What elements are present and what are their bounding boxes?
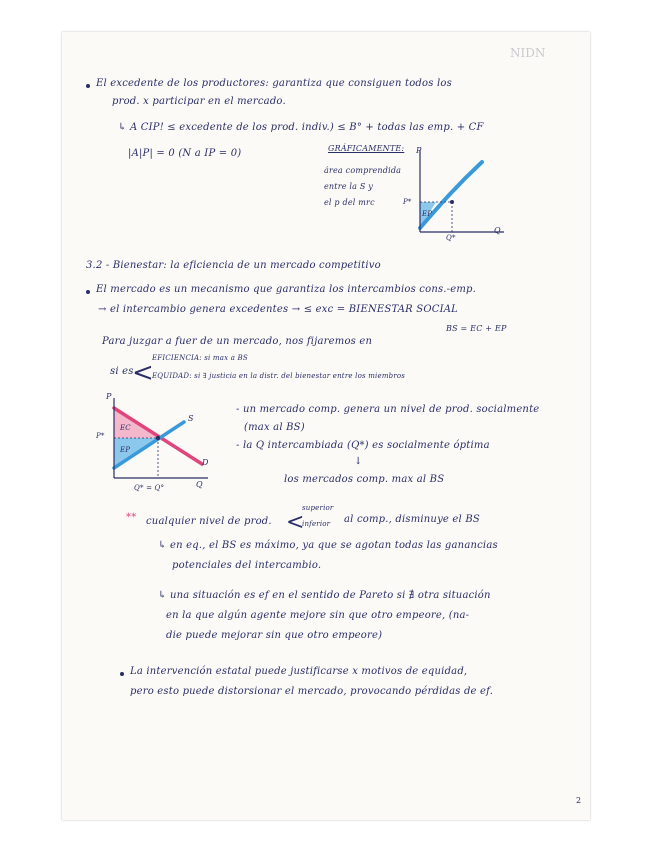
star-mark: **	[126, 512, 137, 523]
note-3c: die puede mejorar sin que otro empeore)	[166, 630, 383, 641]
producer-surplus-graph	[406, 142, 506, 242]
point-1a: - un mercado comp. genera un nivel de prod. socialmente	[236, 404, 540, 415]
sec1-sub2: |A|P| = 0 (N a IP = 0)	[128, 148, 242, 159]
graph1-axis-p: P	[416, 146, 422, 155]
notebook-page	[62, 32, 590, 820]
criteria-equidad: EQUIDAD: si ∃ justicia en la distr. del bienestar entre los miembros	[152, 372, 406, 380]
graph1-desc-2: entre la S y	[324, 182, 374, 191]
note-2b: potenciales del intercambio.	[172, 560, 322, 571]
point-2: - la Q intercambiada (Q*) es socialmente óptima	[236, 440, 490, 451]
last-2: pero esto puede distorsionar el mercado, provocando pérdidas de ef.	[130, 686, 494, 697]
sec1-line2: prod. x participar en el mercado.	[112, 96, 286, 107]
graph1-heading: GRÁFICAMENTE:	[328, 144, 405, 153]
arrow-down-icon: ↓	[354, 456, 363, 467]
sec2-line1: El mercado es un mecanismo que garantiza los intercambios cons.-emp.	[96, 284, 477, 295]
criteria-eficiencia: EFICIENCIA: si max a BS	[152, 354, 248, 362]
supply-curve	[420, 162, 482, 228]
graph2-area-ep: EP	[120, 446, 131, 454]
sec2-line2: → el intercambio genera excedentes → ≤ exc = BIENESTAR SOCIAL	[98, 304, 459, 315]
graph2-axis-q: Q	[196, 480, 203, 489]
note-1b: al comp., disminuye el BS	[344, 514, 480, 525]
graph2-axis-pstar: P*	[96, 432, 105, 440]
graph2-area-ec: EC	[120, 424, 131, 432]
equilibrium-point	[450, 200, 454, 204]
inferior-label: inferior	[302, 520, 331, 528]
bullet	[86, 290, 90, 294]
note-3b: en la que algún agente mejore sin que otro empeore, (na-	[166, 610, 470, 621]
note-3a: ↳ una situación es ef en el sentido de Pareto si ∄ otra situación	[158, 590, 491, 601]
page-number: 2	[576, 796, 582, 805]
brace: <	[286, 510, 305, 535]
note-2a: ↳ en eq., el BS es máximo, ya que se agotan todas las ganancias	[158, 540, 498, 551]
graph1-area-ep: EP	[422, 210, 433, 218]
graph1-desc-1: área comprendida	[324, 166, 402, 175]
bullet	[120, 672, 124, 676]
superior-label: superior	[302, 504, 334, 512]
graph1-axis-qstar: Q*	[446, 234, 456, 242]
graph1-axis-pstar: P*	[403, 198, 412, 206]
sec2-formula: BS = EC + EP	[446, 324, 507, 333]
graph1-axis-q: Q	[494, 226, 501, 235]
graph1-desc-3: el p del mrc	[324, 198, 375, 207]
graph2-axis-qstar: Q* = Q°	[134, 484, 165, 492]
sec2-heading: 3.2 - Bienestar: la eficiencia de un mercado competitivo	[86, 260, 381, 271]
ghost-header: NIDN	[510, 46, 546, 60]
sec1-sub1: ↳ A CIP! ≤ excedente de los prod. indiv.) ≤ B° + todas las emp. + CF	[118, 122, 484, 133]
equilibrium-point	[156, 436, 160, 440]
sec2-line3: Para juzgar a fuer de un mercado, nos fijaremos en	[102, 336, 373, 347]
brace: <	[132, 358, 154, 388]
last-1: La intervención estatal puede justificarse x motivos de equidad,	[130, 666, 468, 677]
sec1-line1: El excedente de los productores: garantiza que consiguen todos los	[96, 78, 452, 89]
point-1b: (max al BS)	[244, 422, 305, 433]
graph2-label-s: S	[188, 414, 194, 423]
graph2-label-d: D	[202, 458, 209, 467]
bullet	[86, 84, 90, 88]
point-3: los mercados comp. max al BS	[284, 474, 445, 485]
si-es: si es	[110, 366, 134, 377]
note-1: cualquier nivel de prod.	[146, 516, 272, 527]
welfare-graph	[98, 394, 218, 494]
graph2-axis-p: P	[106, 392, 112, 401]
